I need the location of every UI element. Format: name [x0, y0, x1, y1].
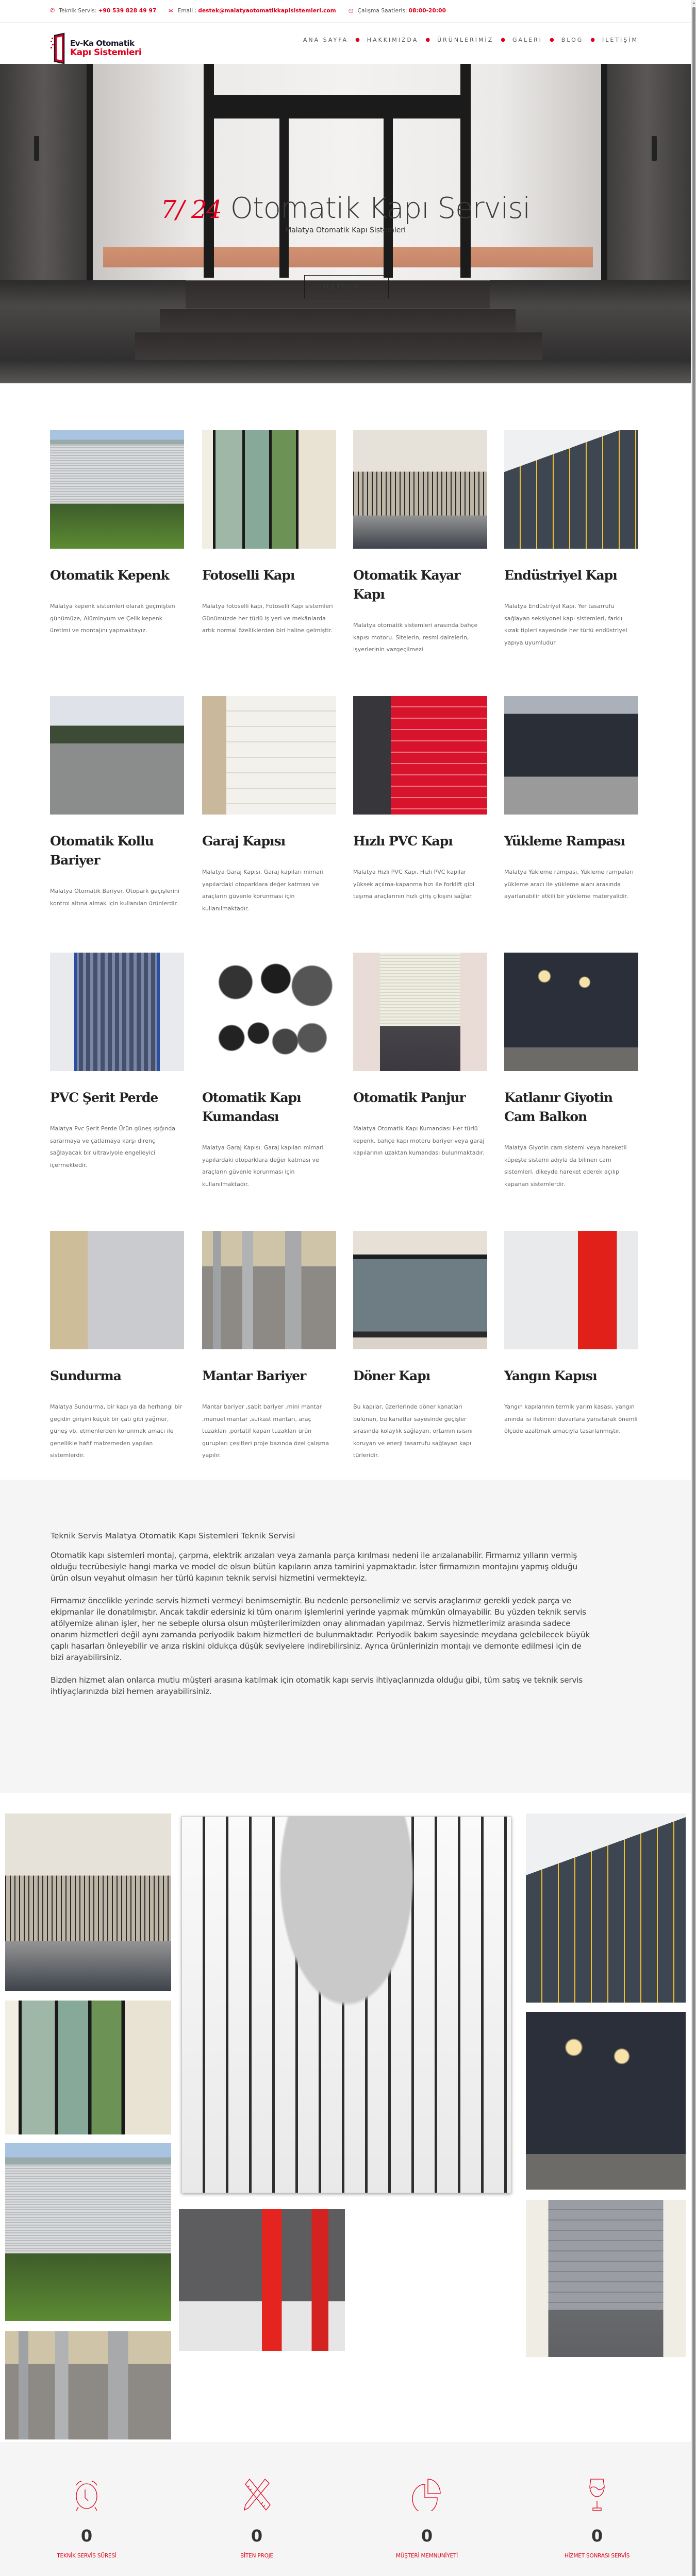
gallery-image[interactable] [5, 2001, 171, 2134]
product-title[interactable]: Hızlı PVC Kapı [353, 834, 453, 849]
product-title[interactable]: PVC Şerit Perde [50, 1090, 158, 1105]
site-header [0, 23, 691, 64]
product-image[interactable] [504, 430, 638, 549]
nav-separator-dot: ● [590, 37, 595, 43]
hours-value: 08:00-20:00 [408, 7, 446, 14]
product-image[interactable] [50, 953, 184, 1071]
nav-separator-dot: ● [550, 37, 554, 43]
product-card[interactable] [50, 696, 184, 909]
counter-value: 0 [421, 2526, 433, 2546]
product-description: Malatya Garaj Kapısı. Garaj kapıları mimari yapılardaki otoparklara değer katması ve araçların güvenle korunması için kullanılmaktadır. [202, 869, 324, 912]
door-frame [204, 95, 471, 118]
product-card[interactable] [504, 696, 638, 903]
product-card[interactable] [504, 1231, 638, 1437]
counter-value: 0 [591, 2526, 603, 2546]
product-description: Yangın kapılarının termik yarım kasası, yangın anında ısı iletimini duvarlara yansıtarak önemli ölçüde azaltmak amacıyla tasarlanmıştır. [504, 1403, 638, 1434]
hero-contact-label: İLETİŞİM [323, 283, 360, 290]
phone-icon: ✆ [50, 7, 55, 14]
counter-label: MÜŞTERİ MEMNUNİYETİ [395, 2553, 458, 2559]
email-link[interactable]: destek@malatyaotomatikkapisistemleri.com [198, 7, 336, 14]
wall-lamp [34, 136, 39, 161]
gallery-image[interactable] [526, 1814, 686, 2003]
counter-label: HİZMET SONRASI SERVİS [564, 2553, 630, 2559]
product-image[interactable] [504, 696, 638, 815]
hero-contact-button[interactable] [304, 275, 389, 298]
product-card[interactable] [353, 953, 487, 1159]
product-description: Malatya otomatik sistemleri arasında bahçe kapısı motoru. Sitelerin, resmi dairelerin, işyerlerinin vazgeçilmezi. [353, 622, 478, 653]
envelope-icon: ✉ [169, 7, 174, 14]
product-image[interactable] [50, 696, 184, 815]
product-title[interactable]: Fotoselli Kapı [202, 568, 295, 583]
door-logo-icon [51, 32, 66, 64]
nav-hakkimizda[interactable]: HAKKIMIZDA [367, 37, 419, 43]
product-description: Malatya Otomatik Bariyer. Otopark geçişlerini kontrol altına almak için kullanılan ürünlerdir. [50, 888, 179, 907]
nav-separator-dot: ● [425, 37, 430, 43]
about-heading: Teknik Servis Malatya Otomatik Kapı Sistemleri Teknik Servisi [51, 1531, 295, 1540]
scrollbar-thumb[interactable] [692, 7, 695, 2576]
nav-iletisim[interactable]: İLETİŞİM [602, 37, 638, 43]
counters-section [0, 2442, 691, 2576]
product-title[interactable]: Sundurma [50, 1368, 121, 1383]
page-scrollbar[interactable] [691, 0, 696, 2576]
product-description: Malatya Pvc Şerit Perde Ürün güneş ışığında sararmaya ve çatlamaya karşı direnç sağlayacak bir ultraviyole engelleyici içermektedir. [50, 1125, 176, 1168]
hero-title-accent: 7/ 24 [160, 195, 222, 224]
product-card[interactable] [202, 430, 336, 637]
phone-link[interactable]: +90 539 828 49 97 [98, 7, 157, 14]
product-image[interactable] [202, 1231, 336, 1349]
logo[interactable] [51, 30, 167, 67]
product-image[interactable] [202, 430, 336, 549]
gallery-image[interactable] [5, 2143, 171, 2321]
logo-line-1: Ev-Ka Otomatik [70, 38, 135, 48]
product-title[interactable]: Yangın Kapısı [504, 1368, 597, 1383]
product-card[interactable] [202, 696, 336, 914]
product-card[interactable] [50, 430, 184, 637]
scroll-up-icon[interactable]: ▲ [692, 2, 696, 5]
counter-item [375, 2478, 478, 2559]
product-image[interactable] [504, 953, 638, 1071]
alarm-clock-icon [71, 2478, 102, 2511]
product-title[interactable]: Otomatik Panjur [353, 1090, 466, 1105]
product-title[interactable]: Otomatik Kollu Bariyer [50, 834, 154, 868]
counter-label: TEKNİK SERVİS SÜRESİ [57, 2553, 117, 2559]
chevron-right-icon: › [367, 283, 370, 290]
counter-item [545, 2478, 649, 2559]
gallery-image[interactable] [181, 1816, 511, 2193]
product-description: Malatya Yükleme rampası, Yükleme rampaları yükleme aracı ile yükleme alanı arasında ayarlanabilir etkili bir yükleme materyalidir. [504, 869, 634, 900]
hero-subtitle: Malatya Otomatik Kapı Sistemleri [285, 226, 406, 234]
product-title[interactable]: Katlanır Giyotin Cam Balkon [504, 1090, 612, 1124]
products-section [0, 383, 691, 1479]
product-title[interactable]: Otomatik Kepenk [50, 568, 169, 583]
product-title[interactable]: Mantar Bariyer [202, 1368, 306, 1383]
nav-separator-dot: ● [355, 37, 360, 43]
main-nav [303, 37, 638, 43]
gallery-image[interactable] [526, 2012, 686, 2190]
logo-line-2: Kapı Sistemleri [70, 47, 142, 58]
product-description: Malatya kepenk sistemleri olarak geçmişten günümüze, Alüminyum ve Çelik kepenk üretimi ve montajını yapmaktayız. [50, 603, 175, 634]
product-description: Malatya Garaj Kapısı. Garaj kapıları mimari yapılardaki otoparklara değer katması ve araçların güvenle korunması için kullanılmaktadır. [202, 1144, 324, 1188]
product-title[interactable]: Döner Kapı [353, 1368, 430, 1383]
hero-bg-wall [0, 64, 88, 306]
nav-blog[interactable]: BLOG [561, 37, 584, 43]
product-card[interactable] [50, 953, 184, 1171]
product-description: Malatya Hızlı PVC Kapı, Hızlı PVC kapılar yüksek açılma-kapanma hızı ile forklift gibi taşıma araçlarının hızlı giriş çıkışını sağlar. [353, 869, 475, 900]
product-image[interactable] [202, 696, 336, 815]
hero-title-text: Otomatik Kapı Servisi [230, 192, 531, 225]
topbar-email [169, 7, 336, 14]
top-bar [0, 0, 691, 23]
nav-ana-sayfa[interactable]: ANA SAYFA [303, 37, 349, 43]
product-image[interactable] [353, 953, 487, 1071]
product-image[interactable] [353, 430, 487, 549]
product-image[interactable] [353, 1231, 487, 1349]
hours-label: Çalışma Saatleris: [357, 7, 407, 14]
hero-title [0, 192, 691, 225]
hero-bg-wall [603, 64, 691, 306]
email-label: Email : [177, 7, 197, 14]
topbar-hours [349, 7, 446, 14]
product-image[interactable] [504, 1231, 638, 1349]
product-description: Malatya fotoselli kapı, Fotoselli Kapı sistemleri Günümüzde her türlü iş yeri ve mekânlarda artık normal özelliklerden biri haline gelmiştir. [202, 603, 333, 634]
product-card[interactable] [504, 430, 638, 649]
product-image[interactable] [50, 1231, 184, 1349]
product-title[interactable]: Garaj Kapısı [202, 834, 286, 849]
product-card[interactable] [353, 1231, 487, 1462]
product-title[interactable]: Yükleme Rampası [504, 834, 625, 849]
nav-urunlerimiz[interactable]: ÜRÜNLERİMİZ [437, 37, 494, 43]
gallery-section [0, 1793, 691, 2442]
topbar-phone [50, 7, 156, 14]
product-card[interactable] [353, 430, 487, 656]
about-paragraph: Otomatik kapı sistemleri montaj, çarpma, elektrik arızaları veya zamanla parça kırılması nedeni ile arızalanabilir. Firmamız yılların vermiş olduğu tecrübesiyle hangi marka ve model de olsun bütün kapıların arıza tamirini yapmaktadır. İster firmamızın montajını yapmış olduğu ürün olsun veyahut olmasın her türlü kapının teknik servisi hizmetini vermekteyiz. [51, 1551, 578, 1583]
clock-icon: ◷ [348, 7, 354, 14]
about-section [0, 1480, 691, 1793]
gallery-image[interactable] [5, 1814, 171, 1991]
nav-separator-dot: ● [501, 37, 506, 43]
product-image[interactable] [202, 953, 336, 1071]
phone-label: Teknik Servis: [59, 7, 97, 14]
gallery-image[interactable] [526, 2200, 686, 2357]
product-title[interactable]: Otomatik Kayar Kapı [353, 568, 460, 602]
hero-bg-step [135, 332, 542, 360]
product-image[interactable] [353, 696, 487, 815]
product-description: Mantar bariyer ,sabit bariyer ,mini mantar ,manuel mantar ,suikast mantarı, araç tuzakları ,portatif kapan tuzakları ürün gurupları çeşitleri proje bazında özel çalışma yapılır. [202, 1403, 329, 1459]
hero-bg-floor [103, 247, 593, 267]
pie-chart-icon [411, 2478, 442, 2511]
product-title[interactable]: Otomatik Kapı Kumandası [202, 1090, 301, 1124]
counter-item [35, 2478, 138, 2559]
about-paragraph: Bizden hizmet alan onlarca mutlu müşteri arasına katılmak için otomatik kapı servis ihtiyaçlarınızda olduğu gibi, tüm satış ve teknik servis ihtiyaçlarınızda bizi hemen arayabilirsiniz. [51, 1675, 583, 1696]
wall-lamp [652, 136, 657, 161]
gallery-image[interactable] [179, 2209, 345, 2351]
counter-label: BİTEN PROJE [240, 2553, 273, 2559]
counter-value: 0 [251, 2526, 263, 2546]
hero-bg-step [160, 309, 516, 334]
nav-galeri[interactable]: GALERİ [512, 37, 543, 43]
product-description: Malatya Otomatik Kapı Kumandası Her türlü kepenk, bahçe kapı motoru bariyer veya garaj kapılarının uzaktan kumandası bulunmaktadır. [353, 1125, 485, 1156]
product-card[interactable] [50, 1231, 184, 1462]
wine-glass-icon [582, 2478, 612, 2511]
product-title[interactable]: Endüstriyel Kapı [504, 568, 617, 583]
product-card[interactable] [202, 953, 336, 1190]
product-description: Malatya Sundurma, bir kapı ya da herhangi bir geçidin girişini küçük bir çatı gibi yağmur, güneş vb. etmenlerden korunmak amacı ile genellikle hafif malzemeden yapılan sistemlerdir. [50, 1403, 183, 1459]
product-card[interactable] [353, 696, 487, 903]
about-paragraph: Firmamız öncelikle yerinde servis hizmeti vermeyi benimsemiştir. Bu nedenle personelimiz ve servis araçlarımız gerekli yedek parça ve ekipmanlar ile donatılmıştır. Ancak takdir edersiniz ki tüm onarım işlemlerini yerinde yapmak mümkün olmayabilir. Bu yüzden teknik servis atölyemize alınan işler, her ne sebeple olursa olsun müşterilerimizden onay alınmadan yapılmaz. Servis hizmetlerimiz arasında sadece onarım hizmetleri değil aynı zamanda periyodik bakım hizmetleri de bulunmaktadır. Periyodik bakım sayesinde meydana gelebilecek büyük çaplı hasarları önleyebilir ve arıza riskini oldukça düşük seviyelere indirebilirsiniz. Ayrıca ürünlerinizin montajı ve demonte edilmesi için de bizi arayabilirsiniz. [51, 1596, 590, 1662]
product-card[interactable] [202, 1231, 336, 1462]
product-description: Bu kapılar, üzerlerinde döner kanatları bulunan, bu kanatlar sayesinde geçişler sırasında kolaylık sağlayan, ortamın ısısını koruyan ve enerji tasarrufu sağlayan kapı türleridir. [353, 1403, 473, 1459]
counter-value: 0 [80, 2526, 93, 2546]
product-image[interactable] [50, 430, 184, 549]
product-description: Malatya Endüstriyel Kapı. Yer tasarrufu sağlayan seksiyonel kapı sistemleri, farklı kızak tipleri sayesinde her türlü endüstriyel yapıya uyumludur. [504, 603, 627, 646]
pencil-ruler-icon [241, 2478, 272, 2511]
hero-section [0, 64, 691, 383]
counter-item [205, 2478, 308, 2559]
gallery-image[interactable] [5, 2331, 171, 2439]
product-card[interactable] [504, 953, 638, 1190]
product-description: Malatya Giyotin cam sistemi veya hareketli küpeşte sistemi adıyla da bilinen cam sistemleri, dikeyde hareket ederek açılıp kapanan sistemlerdir. [504, 1144, 627, 1188]
